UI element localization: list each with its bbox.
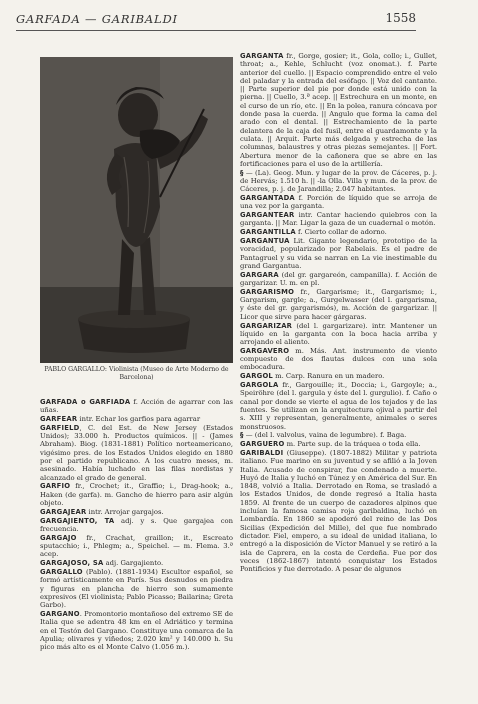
definition: f. Cierto collar de adorno. xyxy=(295,228,387,237)
definition: f. Acción de agarrar con las uñas. xyxy=(40,398,233,415)
headword: GARGANTADA xyxy=(240,194,295,203)
definition: (del l. gargarizare). intr. Mantener un líquido en la garganta con la boca hacia arriba y arrojando el aliento. xyxy=(240,321,437,347)
headword: GARFIELD xyxy=(40,423,80,432)
definition: fr., Crachat, graillon; it., Escreato sputacchio; i., Phlegm; a., Speichel. — m. Flema. 3.ª acep. xyxy=(40,533,233,559)
entry-garguero xyxy=(240,440,437,448)
headword: GARGANTILLA xyxy=(240,228,296,237)
definition: m. Parte sup. de la tráquea o toda ella. xyxy=(284,440,421,449)
figure-caption: PABLO GARGALLO: Violinista (Museo de Arte Moderno de Barcelona) xyxy=(44,366,229,381)
left-column xyxy=(40,398,233,651)
definition: f. Porción de líquido que se arroja de una vez por la garganta. xyxy=(240,194,437,211)
headword: GARGOL xyxy=(240,372,273,381)
definition: intr. Cantar haciendo quiebros con la garganta. || Mar. Ligar la gaza de un cuadernal o motón. xyxy=(240,211,437,228)
entry-gargola xyxy=(240,381,437,431)
definition: . Promontorio montañoso del extremo SE de Italia que se adentra 48 km en el Adriático y termina en el Testón del Gargano. Constituye una comarca de la Apulia; olivares y viñedos; 2.020 km² y 140.000 h. Su pico más alto es el Monte Calvo (1.056 m.). xyxy=(40,609,233,652)
running-title: GARFADA — GARIBALDI xyxy=(16,12,178,26)
entry-gargavero xyxy=(240,347,437,372)
headword: GARGAJIENTO, TA xyxy=(40,516,115,525)
headword: GARGANO xyxy=(40,609,80,618)
definition: fr., Gargouille; it., Doccia; i., Gargoyle; a., Speiröhre (del l. gargula y éste del l. gurgulio). f. Caño o canal por donde se vierte el agua de los tejados y de las fuentes. Se utilizan en la arquitectura ojival a partir del s. XIII y representan, generalmente, animales o seres monstruosos. xyxy=(240,381,437,431)
headword: GARGAJOSO, SA xyxy=(40,559,104,568)
page-number: 1558 xyxy=(385,11,416,25)
entry-gargara xyxy=(240,271,437,288)
entry-gargajo xyxy=(40,534,233,559)
entry-garfield xyxy=(40,424,233,482)
entry-garfear xyxy=(40,415,233,423)
definition: intr. Arrojar gargajos. xyxy=(86,507,164,516)
headword: GARIBALDI xyxy=(240,448,284,457)
definition: adj. Gargajiento. xyxy=(103,559,164,568)
definition: (Pablo). (1881-1934) Escultor español, se formó artísticamente en París. Sus desnudos en piedra y figuras en plancha de hierro son sumamente expresivos (El violinista; Pablo Picasso; Bailarina; Greta Garbo). xyxy=(40,567,233,610)
sculpture-photo xyxy=(40,57,233,363)
definition: — (La). Geog. Mun. y lugar de la prov. de Cáceres, p. j. de Hervás; 1.510 h. || -la Olla. Villa y mun. de la prov. de Cáceres, p. j. de Jarandilla; 2.047 habitantes. xyxy=(240,168,437,194)
headword: GARGANTUA xyxy=(240,237,290,246)
headword: GARGARIZAR xyxy=(240,321,293,330)
page-header xyxy=(0,0,478,42)
right-column xyxy=(240,52,437,573)
entry-gargarismo xyxy=(240,288,437,321)
entry-gargano xyxy=(40,610,233,651)
definition: , C. del Est. de New Jersey (Estados Unidos); 33.000 h. Productos químicos. || - (James Abraham). Biog. (1831-1881) Político norteamericano, vigésimo pres. de los Estados Unidos elegido en 1880 por el partido republicano. A los cuatro meses, m. asesinado. Había luchado en las filas nordistas y alcanzado el grado de general. xyxy=(40,423,233,482)
entry-garibaldi xyxy=(240,449,437,573)
headword: § xyxy=(240,431,244,440)
entry-gargarizar xyxy=(240,322,437,347)
headword: GARGUERO xyxy=(240,440,285,449)
headword: GARGAVERO xyxy=(240,346,290,355)
headword: GARFEAR xyxy=(40,415,78,424)
entry-garfio xyxy=(40,482,233,507)
definition: (del gr. gargareón, campanilla). f. Acción de gargarizar. U. m. en pl. xyxy=(240,270,437,288)
definition: fr., Crochet; it., Graffio; i., Drag-hook; a., Haken (de garfa). m. Gancho de hierro para asir algún objeto. xyxy=(40,482,233,508)
definition: (Giuseppe). (1807-1882) Militar y patriota italiano. Fue marino en su juventud y se afilió a la Joven Italia. Acusado de conspirar, fue condenado a muerte. Huyó de Italia y luchó en Túnez y en América del Sur. En 1848, volvió a Italia. Derrotado en Roma, se trasladó a los Estados Unidos, de donde regresó a Italia hasta 1859. Al frente de un cuerpo de cazadores alpinos que incluían la famosa camisa roja garibaldina, luchó en Lombardía. En 1860 se apoderó del reino de las Dos Sicilias (Expedición del Mille), del que fue nombrado dictador. Fiel, empero, a su ideal de unidad italiana, lo entregó a la disposición de Víctor Manuel y se retiró a la isla de Caprera, en la costa de Cerdeña. Fue por dos veces (1862-1867) intentó conquistar los Estados Pontificios y fue derrotado. A pesar de algunos xyxy=(240,448,437,574)
definition: intr. Echar los garfios para agarrar xyxy=(77,415,201,424)
headword: GARFADA o GARFIADA xyxy=(40,398,131,406)
definition: m. Carp. Ranura en un madero. xyxy=(272,372,385,381)
headword: GARFIO xyxy=(40,482,71,491)
definition: fr., Gargarisme; it., Gargarismo; i., Gargarism, gargle; a., Gurgelwasser (del l. gargarisma, y éste del gr. gargarismós), m. Acción de gargarizar. || Licor que sirve para hacer gárgaras. xyxy=(240,287,437,321)
headword: GARGARISMO xyxy=(240,287,295,296)
headword: GARGAJEAR xyxy=(40,507,87,516)
definition: adj. y s. Que gargajea con frecuencia. xyxy=(40,516,233,533)
headword: GARGOLA xyxy=(240,381,279,390)
definition: m. Más. Ant. instrumento de viento compuesto de dos flautas dulces con una sola embocadura. xyxy=(240,346,437,372)
headword: GARGANTEAR xyxy=(240,211,295,220)
headword: GARGAJO xyxy=(40,533,77,542)
entry-gargajear xyxy=(40,508,233,516)
header-rule xyxy=(16,30,416,31)
entry-gargantilla xyxy=(240,228,437,236)
headword: GARGALLO xyxy=(40,567,83,576)
definition: fr., Gorge, gosier; it., Gola, collo; i., Gullet, throat; a., Kehle, Schlucht (voz onomat.). f. Parte anterior del cuello. || Espacio comprendido entre el velo del paladar y la entrada del esófago. || Voz del cantante. || Parte superior del pie por donde está unido con la pierna. || Cuello, 3.ª acep. || Estrechura en un monte, en el curso de un río, etc. || En la polea, ranura cóncava por donde pasa la cuerda. || Angulo que forma la cama del arado con el dental. || Estrechamiento de la parte delantera de la caja del fusil, entre el guardamonte y la culata. || Arquit. Parte más delgada y estrecha de las columnas, balaustres y otras piezas semejantes. || Fort. Abertura menor de la cañonera que se abre en las fortificaciones para el uso de la artillería. xyxy=(240,52,437,168)
headword: § xyxy=(240,168,244,177)
entry-gargantua xyxy=(240,237,437,270)
entry-garganta xyxy=(240,52,437,168)
entry-gargajoso xyxy=(40,559,233,567)
entry-gargola-2 xyxy=(240,431,437,439)
headword: GARGANTA xyxy=(240,52,284,60)
entry-gargajiento xyxy=(40,517,233,534)
violinist-sculpture-image xyxy=(40,57,233,363)
entry-garfada xyxy=(40,398,233,415)
entry-gargol xyxy=(240,372,437,380)
headword: GARGARA xyxy=(240,270,279,279)
entry-gargallo xyxy=(40,568,233,609)
definition: Lit. Gigante legendario, prototipo de la voracidad, popularizado por Rabelais. Es el padre de Pantagruel y su vida se narran en La vie inestimable du grand Gargantua. xyxy=(240,237,437,270)
definition: — (del l. valvolus, vaina de legumbre). f. Baga. xyxy=(243,431,407,440)
entry-gargantada xyxy=(240,194,437,211)
entry-gargantear xyxy=(240,211,437,228)
entry-garganta-geog xyxy=(240,169,437,194)
